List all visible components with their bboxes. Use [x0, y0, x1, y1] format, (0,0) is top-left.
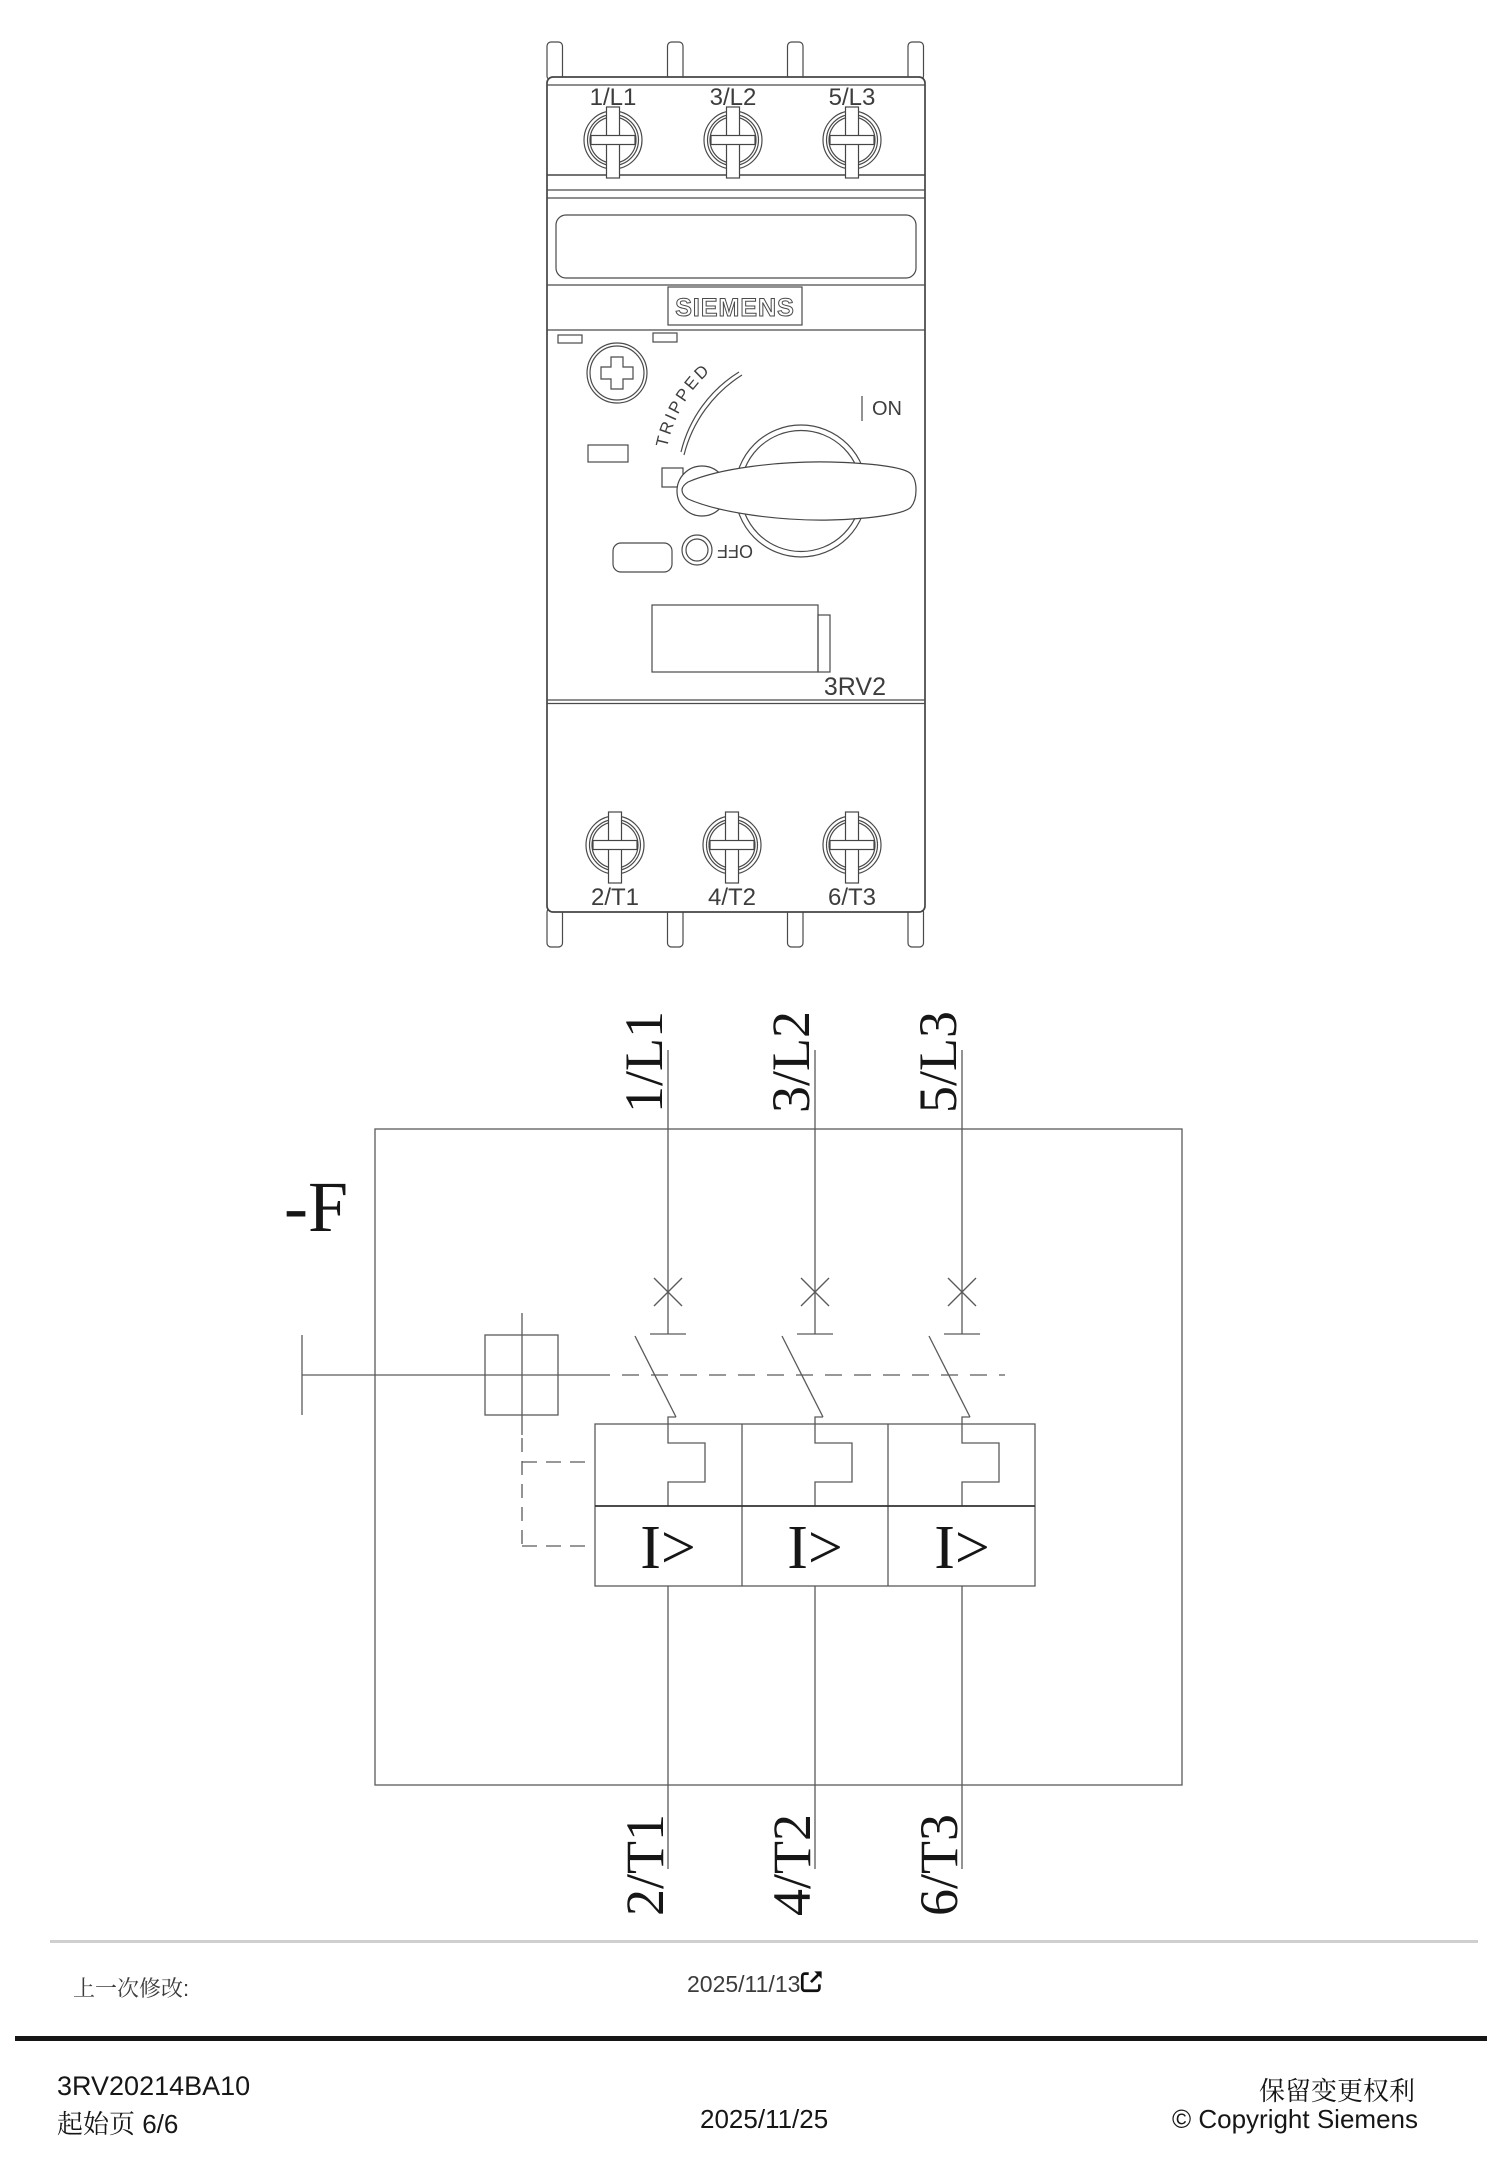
diagram-label-2T1: 2/T1: [615, 1814, 675, 1916]
diagram-label-5L3: 5/L3: [908, 1011, 968, 1113]
device-drawing: [520, 20, 950, 970]
terminal-label-2T1: 2/T1: [590, 884, 640, 911]
din-clip-bottom-row: [547, 908, 924, 947]
modified-date: 2025/11/13: [687, 1971, 801, 1997]
modified-label: 上一次修改:: [73, 1976, 190, 2001]
trip-linkage: [522, 1438, 593, 1548]
terminal-label-6T3: 6/T3: [827, 884, 877, 911]
terminal-label-5L3: 5/L3: [828, 84, 876, 111]
pole-2: [782, 1050, 852, 1869]
external-link-icon[interactable]: [798, 1968, 825, 1995]
diagram-label-4T2: 4/T2: [762, 1814, 822, 1916]
overload-symbol-1: I>: [640, 1514, 696, 1582]
overload-symbol-2: I>: [787, 1514, 843, 1582]
print-date: 2025/11/25: [700, 2104, 829, 2134]
brand-logo: SIEMENS: [675, 294, 795, 322]
din-clip-top-row: [547, 42, 924, 80]
actuator-lead: [302, 1313, 1005, 1435]
terminal-label-3L2: 3/L2: [709, 84, 757, 111]
article-number: 3RV20214BA10: [57, 2071, 251, 2101]
diagram-label-6T3: 6/T3: [909, 1814, 969, 1916]
rights-note: 保留变更权利: [1258, 2076, 1415, 2106]
pole-1: [635, 1050, 705, 1869]
model-label: 3RV2: [823, 673, 886, 701]
tripped-label: TRIPPED: [652, 359, 715, 449]
page-info: 起始页 6/6: [57, 2109, 179, 2139]
circuit-diagram: [250, 990, 1210, 1930]
off-label: OFF: [717, 541, 753, 561]
footer-separator-black: [15, 2036, 1487, 2041]
copyright: © Copyright Siemens: [1171, 2104, 1418, 2134]
diagram-boundary: [375, 1129, 1182, 1785]
footer-separator-light: [50, 1940, 1478, 1943]
reference-designator: -F: [284, 1167, 349, 1247]
diagram-label-3L2: 3/L2: [761, 1011, 821, 1113]
pole-3: [929, 1050, 999, 1869]
on-label: ON: [872, 398, 902, 420]
terminal-label-4T2: 4/T2: [707, 884, 757, 911]
overload-symbol-3: I>: [934, 1514, 990, 1582]
diagram-label-1L1: 1/L1: [614, 1011, 674, 1113]
terminal-label-1L1: 1/L1: [589, 84, 637, 111]
